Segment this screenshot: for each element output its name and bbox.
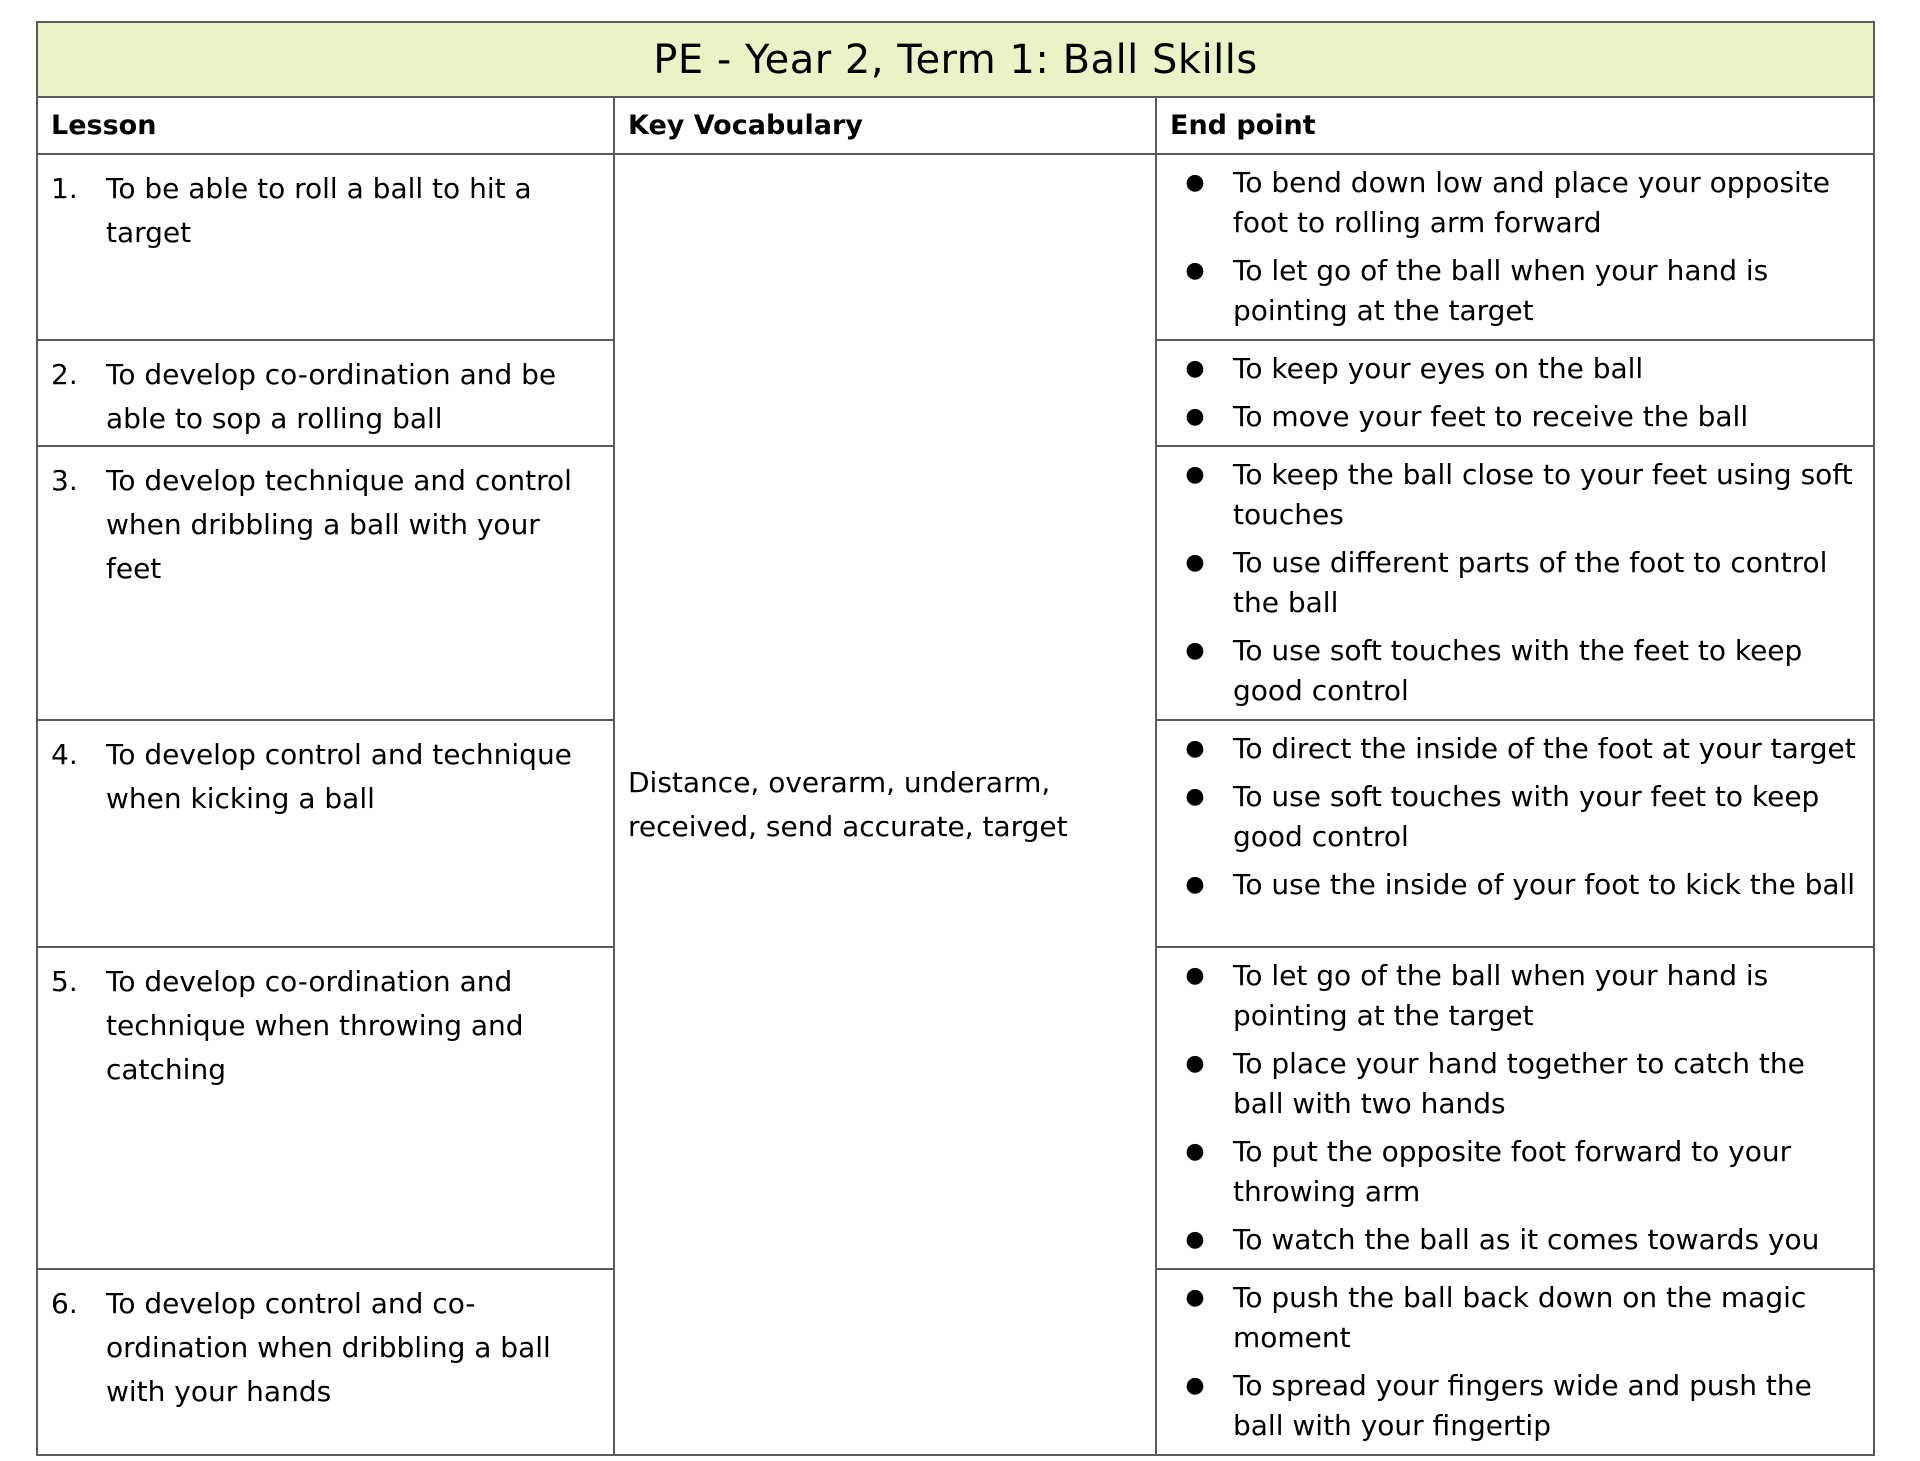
curriculum-document [36, 21, 1873, 1456]
bullet-icon: ● [1185, 170, 1205, 195]
bullet-icon: ● [1185, 1373, 1205, 1398]
lesson-number: 1. [51, 172, 78, 205]
list-item [1157, 729, 1863, 769]
end-point-text: To bend down low and place your opposite foot to rolling arm forward [1233, 166, 1831, 239]
end-point-text: To push the ball back down on the magic moment [1233, 1281, 1807, 1354]
end-point-cell [1156, 154, 1874, 340]
list-item [1157, 1044, 1863, 1124]
end-point-text: To use soft touches with your feet to keep good control [1233, 780, 1820, 853]
end-point-text: To spread your fingers wide and push the ball with your fingertip [1233, 1369, 1812, 1442]
end-point-text: To let go of the ball when your hand is pointing at the target [1233, 959, 1769, 1032]
end-point-text: To use the inside of your foot to kick the ball [1233, 868, 1856, 901]
end-point-text: To keep the ball close to your feet using soft touches [1233, 458, 1853, 531]
bullet-icon: ● [1185, 638, 1205, 663]
end-point-cell [1156, 340, 1874, 446]
end-point-text: To place your hand together to catch the ball with two hands [1233, 1047, 1805, 1120]
title-row [37, 22, 1874, 97]
key-vocabulary-cell: Distance, overarm, underarm, received, send accurate, target [614, 154, 1156, 1455]
bullet-icon: ● [1185, 784, 1205, 809]
lesson-objective: To develop co-ordination and be able to sop a rolling ball [106, 358, 557, 435]
bullet-icon: ● [1185, 736, 1205, 761]
list-item [1157, 956, 1863, 1036]
bullet-icon: ● [1185, 356, 1205, 381]
lesson-objective: To develop technique and control when dribbling a ball with your feet [106, 464, 572, 585]
lesson-objective: To develop co-ordination and technique when throwing and catching [106, 965, 524, 1086]
column-header-vocabulary: Key Vocabulary [614, 97, 1156, 154]
end-point-text: To use soft touches with the feet to keep good control [1233, 634, 1803, 707]
lesson-number: 4. [51, 738, 78, 771]
end-point-text: To put the opposite foot forward to your throwing arm [1233, 1135, 1792, 1208]
list-item [1157, 1132, 1863, 1212]
column-header-lesson: Lesson [37, 97, 614, 154]
end-point-text: To watch the ball as it comes towards you [1233, 1223, 1820, 1256]
end-point-cell [1156, 720, 1874, 947]
lesson-table [36, 21, 1875, 1456]
end-point-text: To move your feet to receive the ball [1233, 400, 1749, 433]
list-item [1157, 543, 1863, 623]
list-item [1157, 865, 1863, 905]
bullet-icon: ● [1185, 258, 1205, 283]
lesson-cell [37, 340, 614, 446]
end-point-text: To use different parts of the foot to control the ball [1233, 546, 1828, 619]
header-row [37, 97, 1874, 154]
end-point-text: To keep your eyes on the ball [1233, 352, 1644, 385]
bullet-icon: ● [1185, 462, 1205, 487]
list-item [1157, 777, 1863, 857]
end-point-text: To let go of the ball when your hand is pointing at the target [1233, 254, 1769, 327]
lesson-cell [37, 1269, 614, 1455]
list-item [1157, 1220, 1863, 1260]
lesson-cell [37, 154, 614, 340]
list-item [1157, 455, 1863, 535]
list-item [1157, 251, 1863, 331]
bullet-icon: ● [1185, 1285, 1205, 1310]
list-item [1157, 631, 1863, 711]
bullet-icon: ● [1185, 550, 1205, 575]
lesson-number: 5. [51, 965, 78, 998]
lesson-objective: To develop control and technique when kicking a ball [106, 738, 572, 815]
lesson-cell [37, 947, 614, 1269]
lesson-objective: To be able to roll a ball to hit a target [106, 172, 532, 249]
lesson-objective: To develop control and co-ordination when dribbling a ball with your hands [106, 1287, 551, 1408]
list-item [1157, 1278, 1863, 1358]
bullet-icon: ● [1185, 963, 1205, 988]
end-point-text: To direct the inside of the foot at your target [1233, 732, 1856, 765]
end-point-cell [1156, 947, 1874, 1269]
lesson-number: 6. [51, 1287, 78, 1320]
list-item [1157, 349, 1863, 389]
bullet-icon: ● [1185, 1139, 1205, 1164]
lesson-cell [37, 720, 614, 947]
bullet-icon: ● [1185, 1051, 1205, 1076]
list-item [1157, 1366, 1863, 1446]
page-title: PE - Year 2, Term 1: Ball Skills [37, 22, 1874, 97]
list-item [1157, 163, 1863, 243]
bullet-icon: ● [1185, 1227, 1205, 1252]
end-point-cell [1156, 446, 1874, 720]
lesson-number: 3. [51, 464, 78, 497]
list-item [1157, 397, 1863, 437]
lesson-cell [37, 446, 614, 720]
column-header-end-point: End point [1156, 97, 1874, 154]
end-point-cell [1156, 1269, 1874, 1455]
lesson-number: 2. [51, 358, 78, 391]
bullet-icon: ● [1185, 872, 1205, 897]
bullet-icon: ● [1185, 404, 1205, 429]
table-row [37, 154, 1874, 340]
